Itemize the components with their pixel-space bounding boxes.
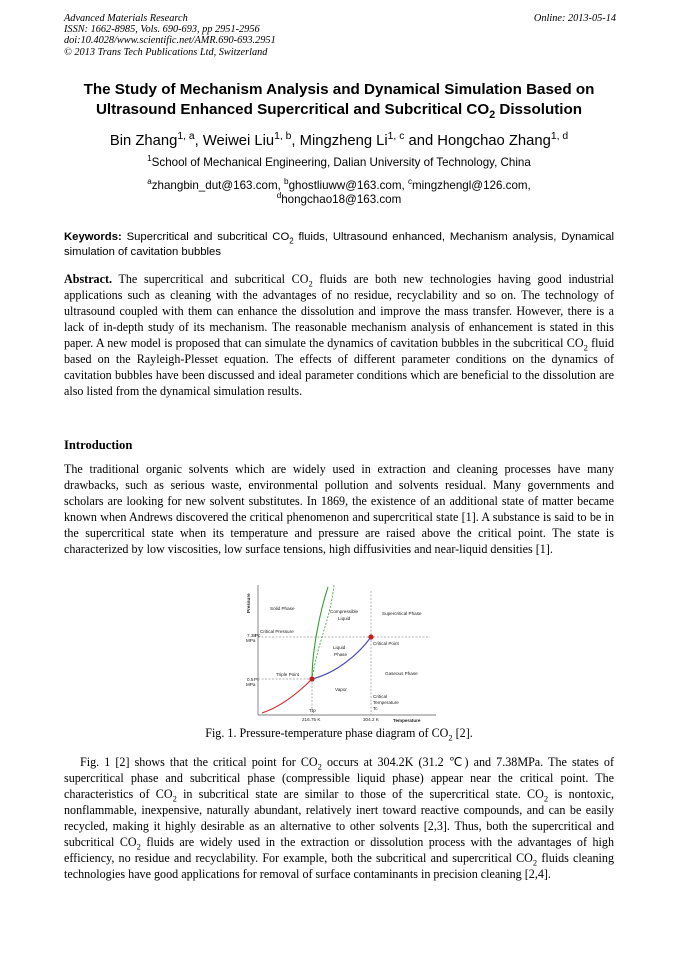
author-separator: and <box>404 133 438 149</box>
tc-label: Tc <box>373 706 378 711</box>
author-affil-mark: 1, d <box>550 131 569 143</box>
title-line-1: The Study of Mechanism Analysis and Dynamical Simulation Based on <box>83 81 595 98</box>
journal-name: Advanced Materials Research <box>64 13 188 24</box>
abstract-text: fluid based on the Rayleigh-Plesset equation. The effects of different parameter conditions on the dynamics of cavitation bubbles have been discussed and ideal parameter conditions which are beneficial to the dissolution are also listed from the dynamical simulation results. <box>64 336 614 399</box>
author-affil-mark: 1, c <box>387 131 405 143</box>
affiliation-text: School of Mechanical Engineering, Dalian University of Technology, China <box>151 156 531 169</box>
keywords-text: Supercritical and subcritical CO <box>121 231 290 243</box>
title-subscript: 2 <box>489 109 496 122</box>
doi-line[interactable]: doi:10.4028/www.scientific.net/AMR.690-693.2951 <box>64 35 276 47</box>
email-mark: d <box>276 191 282 201</box>
pc-label: Pc <box>255 633 261 638</box>
author-list <box>40 131 638 151</box>
email-address[interactable]: zhangbin_dut@163.com, <box>151 179 285 192</box>
melting-curve-dashed <box>312 585 334 679</box>
abstract-subscript: 2 <box>583 342 588 353</box>
pt-label: Pt <box>254 677 259 682</box>
keywords-subscript: 2 <box>289 236 294 246</box>
author-name: Bin Zhang <box>109 133 178 149</box>
caption-text: Fig. 1. Pressure-temperature phase diagram of CO <box>205 726 449 740</box>
body-subscript: 2 <box>543 793 549 804</box>
compressible-liquid-label: Compressible <box>330 609 359 614</box>
figure-caption <box>64 726 614 741</box>
liquid-phase-label-2: Phase <box>334 652 348 657</box>
x-axis-label: Temperature <box>393 718 421 723</box>
gaseous-phase-label: Gaseous Phase <box>385 671 418 676</box>
introduction-paragraph: The traditional organic solvents which are widely used in extraction and cleaning processes have many drawbacks, such as serious waste, environmental pollution and solvents residual. Many governments and scholars are looking for new solvent substitutes. In 1869, the existence of an additional state of matter became known when Andrews discovered the critical phenomenon and supercritical state [1]. A substance is said to be in the supercritical state when its temperature and pressure are raised above the critical point. The state is characterized by low viscosities, low surface tensions, high diffusivities and near-liquid densities [1]. <box>64 462 614 557</box>
abstract-text: The supercritical and subcritical CO <box>112 272 309 286</box>
body-text: Fig. 1 [2] shows that the critical point for CO <box>80 755 318 769</box>
author-name: Mingzheng Li <box>299 133 388 149</box>
compressible-liquid-label-2: Liquid <box>338 616 351 621</box>
author-separator: , <box>194 133 203 149</box>
caption-text: [2]. <box>452 726 473 740</box>
phase-diagram <box>240 581 440 723</box>
triple-point-marker <box>309 676 314 681</box>
body-subscript: 2 <box>532 857 538 868</box>
author-separator: , <box>291 133 300 149</box>
body-text: is nontoxic, nonflammable, inexpensive, naturally abundant, relatively inert toward reactive compounds, and can be easily recycled, making it highly desirable as an alternative to other solvents [2,3]. Thus, both the supercritical and subcritical CO <box>64 787 615 850</box>
critical-temperature-value: 304.2 K <box>363 717 379 722</box>
abstract <box>64 271 614 399</box>
issn-line: ISSN: 1662-8985, Vols. 690-693, pp 2951-2956 <box>64 24 260 36</box>
title-line-2 <box>40 100 638 120</box>
caption-subscript: 2 <box>448 732 453 743</box>
affiliation-mark: 1 <box>147 154 152 164</box>
abstract-label: Abstract. <box>64 272 113 286</box>
email-line-1 <box>40 179 638 193</box>
author-affil-mark: 1, b <box>274 131 292 143</box>
abstract-subscript: 2 <box>308 278 313 289</box>
author-name: Weiwei Liu <box>202 133 275 149</box>
body-subscript: 2 <box>136 841 141 852</box>
y-axis-label: Pressure <box>246 593 251 613</box>
author-name: Hongchao Zhang <box>437 133 551 149</box>
author-affil-mark: 1, a <box>177 131 195 143</box>
sublimation-curve <box>262 679 312 713</box>
email-mark: b <box>284 177 289 187</box>
keywords <box>64 230 614 259</box>
email-address[interactable]: mingzhengl@126.com, <box>412 179 531 192</box>
keywords-text: fluids, Ultrasound enhanced, Mechanism analysis, Dynamical simulation of cavitation bubbles <box>64 231 615 258</box>
online-date: Online: 2013-05-14 <box>533 13 616 24</box>
vapor-label: Vapor <box>335 687 347 692</box>
email-mark: c <box>407 177 413 187</box>
body-paragraph <box>64 754 614 882</box>
solid-phase-label: Solid Phase <box>270 606 295 611</box>
ttp-label: Ttp <box>309 708 316 713</box>
copyright-line: © 2013 Trans Tech Publications Ltd, Switzerland <box>64 46 268 58</box>
critical-pressure-unit: MPa <box>246 638 256 643</box>
abstract-text: fluids are both new technologies having good industrial applications such as cleaning with the advantages of no residue, recyclability and so on. The technology of ultrasound coupled with them can enhance the dissolution and improve the mass transfer. However, there is a lack of in-depth study of its mechanism. The reasonable mechanism analysis of enhancement is stated in this paper. A new model is proposed that can simulate the dynamics of cavitation bubbles in the subcritical CO <box>64 272 614 351</box>
body-text: fluids are widely used in the extraction or dissolution process with the advantages of high efficiency, no residue and recyclability. For example, both the subcritical and supercritical CO <box>64 835 614 866</box>
vaporization-curve <box>312 637 371 679</box>
supercritical-phase-label: Supercritical Phase <box>382 611 422 616</box>
liquid-phase-label: Liquid <box>333 645 346 650</box>
body-subscript: 2 <box>172 793 177 804</box>
body-text: occurs at 304.2K (31.2 ℃) and 7.38MPa. The states of supercritical phase and subcritical phase (compressible liquid phase) appear near the critical point. The characteristics of CO <box>64 755 615 802</box>
critical-point-label: Critical Point <box>373 641 399 646</box>
body-text: fluids cleaning technologies have good applications for removal of surface contaminants in precision cleaning [2,4]. <box>64 851 614 882</box>
critical-temperature-label: Critical <box>373 694 388 699</box>
triple-point-label: Triple Point <box>276 672 300 677</box>
email-address[interactable]: hongchao18@163.com <box>281 193 402 206</box>
triple-pressure-unit: MPa <box>246 682 256 687</box>
body-text: in subcritical state are similar to those of the supercritical state. CO <box>176 787 544 802</box>
triple-temperature-value: 216.75 K <box>302 717 321 722</box>
email-line-2 <box>40 193 638 207</box>
title-text: Ultrasound Enhanced Supercritical and Subcritical CO <box>95 101 490 118</box>
melting-curve <box>312 587 328 679</box>
title-text: Dissolution <box>495 101 583 118</box>
phase-diagram-figure <box>240 581 440 723</box>
email-mark: a <box>147 177 152 187</box>
keywords-label: Keywords: <box>64 231 122 243</box>
affiliation <box>40 156 638 170</box>
section-heading-introduction: Introduction <box>64 438 133 452</box>
email-list <box>40 179 638 207</box>
journal-header <box>64 13 616 58</box>
critical-point-marker <box>368 634 373 639</box>
body-subscript: 2 <box>317 761 322 772</box>
critical-temperature-label-2: Temperature <box>373 700 399 705</box>
critical-pressure-label: Critical Pressure <box>260 629 294 634</box>
critical-pressure-value: 7.38 <box>247 633 256 638</box>
email-address[interactable]: ghostliuww@163.com, <box>288 179 408 192</box>
paper-title <box>40 80 638 120</box>
triple-pressure-value: 0.5 <box>247 677 254 682</box>
